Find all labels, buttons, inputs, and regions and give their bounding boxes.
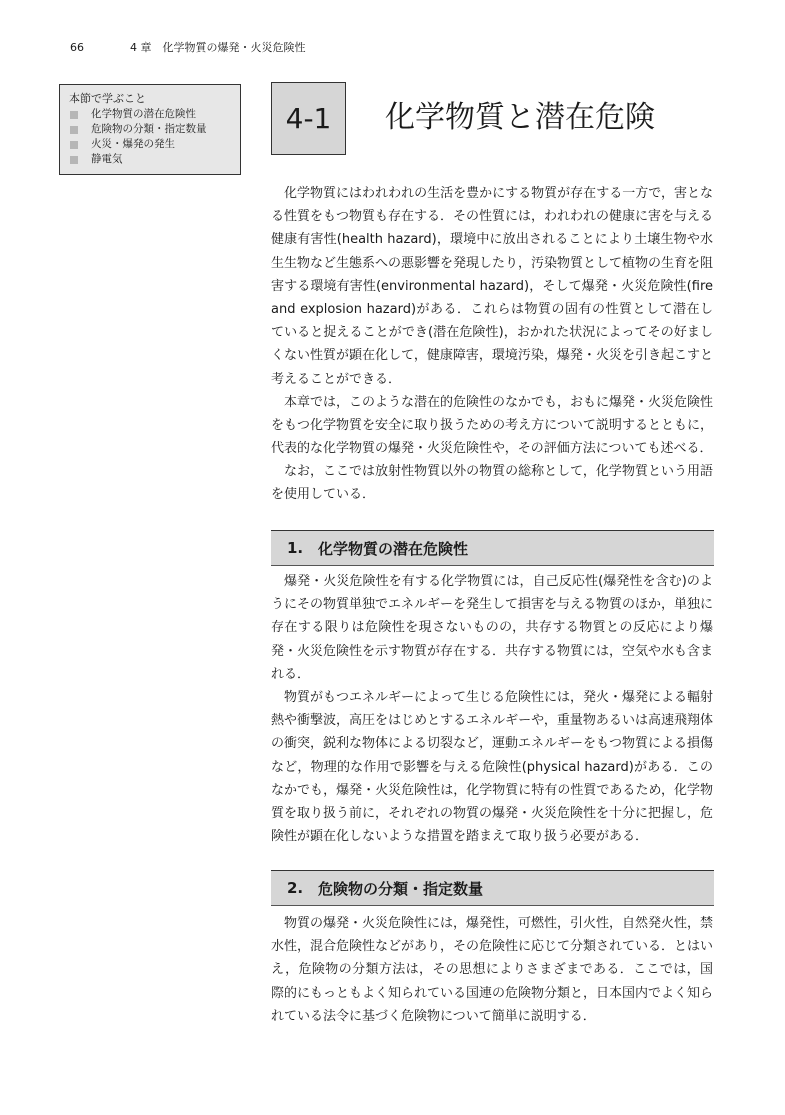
- learning-objectives-list: [69, 107, 232, 167]
- learning-objective-item: 火災・爆発の発生: [69, 137, 232, 152]
- section-number: 4-1: [285, 102, 332, 135]
- learning-objective-item: 静電気: [69, 152, 232, 167]
- intro-paragraph: 本章では，このような潜在的危険性のなかでも，おもに爆発・火災危険性をもつ化学物質を安全に取り扱うための考え方について説明するとともに，代表的な化学物質の爆発・火災危険性や，その評価方法についても述べる．: [271, 395, 714, 457]
- body-paragraph: 物質がもつエネルギーによって生じる危険性には，発火・爆発による輻射熱や衝撃波，高圧をはじめとするエネルギーや，重量物あるいは高速飛翔体の衝突，鋭利な物体による切裂など，運動エネルギーをもつ物質による損傷など，物理的な作用で影響を与える危険性(physical hazard)がある．このなかでも，爆発・火災危険性は，化学物質に特有の性質であるため，化学物質を取り扱う前に，それぞれの物質の爆発・火災危険性を十分に把握し，危険性が顕在化しないような措置を踏まえて取り扱う必要がある．: [271, 690, 714, 845]
- chapter-title: 4 章 化学物質の爆発・火災危険性: [130, 41, 306, 54]
- page-number: 66: [70, 41, 84, 54]
- learning-objectives-box: [59, 84, 241, 175]
- subsection-number: 2.: [287, 879, 304, 897]
- section-title: 化学物質と潜在危険: [385, 100, 655, 135]
- subsection-heading: [271, 870, 714, 906]
- square-bullet-icon: [70, 126, 78, 134]
- subsection-title: 危険物の分類・指定数量: [318, 879, 484, 898]
- subsection-number: 1.: [287, 539, 304, 557]
- square-bullet-icon: [70, 111, 78, 119]
- body-paragraph: 爆発・火災危険性を有する化学物質には，自己反応性(爆発性を含む)のようにその物質単独でエネルギーを発生して損害を与える物質のほか，単独に存在する限りは危険性を現さないものの，共存する物質との反応により爆発・火災危険性を示す物質が存在する．共存する物質には，空気や水も含まれる．: [271, 574, 714, 682]
- subsection-title: 化学物質の潜在危険性: [318, 539, 469, 558]
- learning-objective-item: 化学物質の潜在危険性: [69, 107, 232, 122]
- square-bullet-icon: [70, 156, 78, 164]
- section-number-box: [271, 82, 346, 155]
- body-paragraph: 物質の爆発・火災危険性には，爆発性，可燃性，引火性，自然発火性，禁水性，混合危険性などがあり，その危険性に応じて分類されている．とはいえ，危険物の分類方法は，その思想によりさまざまである．ここでは，国際的にもっともよく知られている国連の危険物分類と，日本国内でよく知られている法令に基づく危険物について簡単に説明する．: [271, 916, 714, 1024]
- square-bullet-icon: [70, 141, 78, 149]
- running-header: [70, 41, 306, 55]
- intro-paragraph: 化学物質にはわれわれの生活を豊かにする物質が存在する一方で，害となる性質をもつ物質も存在する．その性質には，われわれの健康に害を与える健康有害性(health hazard)，環境中に放出されることにより土壌生物や水生生物など生態系への悪影響を発現したり，汚染物質として植物の生育を阻害する環境有害性(environmental hazard)，そして爆発・火災危険性(fire and explosion hazard)がある．これらは物質の固有の性質として潜在していると捉えることができ(潜在危険性)，おかれた状況によってその好ましくない性質が顕在化して，健康障害，環境汚染，爆発・火災を引き起こすと考えることができる．: [271, 186, 714, 387]
- intro-paragraph: なお，ここでは放射性物質以外の物質の総称として，化学物質という用語を使用している．: [271, 464, 713, 503]
- learning-objective-item: 危険物の分類・指定数量: [69, 122, 232, 137]
- subsection-heading: [271, 530, 714, 566]
- learning-objectives-title: 本節で学ぶこと: [69, 92, 146, 105]
